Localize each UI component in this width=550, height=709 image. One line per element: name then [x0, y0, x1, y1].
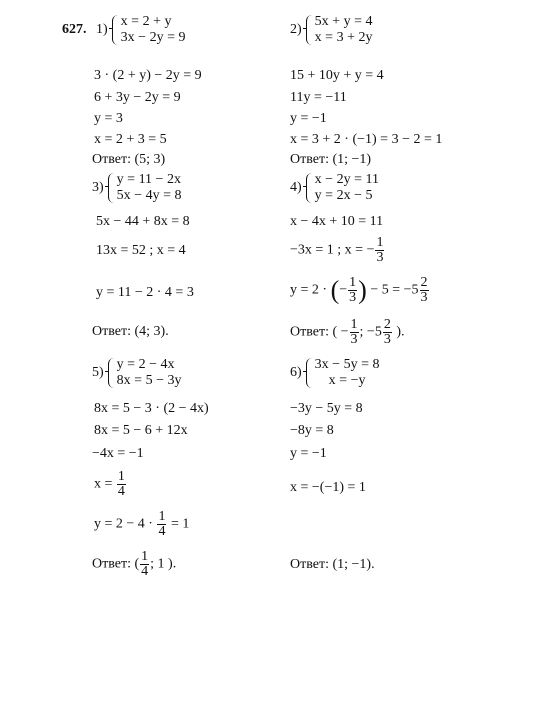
label-6: 6)	[290, 365, 302, 380]
system-1	[96, 14, 185, 46]
brace	[306, 15, 312, 45]
system-4	[290, 172, 379, 204]
problem-3-header	[92, 172, 181, 204]
equation: x − 2y = 11	[314, 172, 379, 187]
step: 8x = 5 − 3 · (2 − 4x)	[94, 401, 209, 416]
step: 8x = 5 − 6 + 12x	[94, 423, 188, 438]
brace	[306, 358, 312, 388]
brace	[112, 15, 118, 45]
step: y = −1	[290, 446, 327, 461]
problem-number: 627.	[62, 22, 87, 38]
step: −3y − 5y = 8	[290, 401, 363, 416]
fraction: $\frac{1}{4}$	[117, 469, 125, 499]
brace	[306, 173, 312, 203]
step-fraction: y = 2 − 4 · $\frac{1}{4}$ = 1	[94, 509, 190, 539]
equation: y = 11 − 2x	[116, 172, 181, 187]
step-fraction: y = 2 · (− $\frac{1}{3}$ ) − 5 = −5 $\frac{2}{3}$	[290, 275, 428, 305]
system-2	[290, 14, 372, 46]
fraction: $\frac{1}{3}$	[376, 235, 384, 265]
brace	[108, 173, 114, 203]
step: 5x − 44 + 8x = 8	[96, 214, 190, 229]
equation: 3x − 5y = 8	[314, 357, 380, 372]
problem-5-header	[92, 357, 181, 389]
step-fraction: x = $\frac{1}{4}$	[94, 469, 125, 499]
equation: 3x − 2y = 9	[120, 30, 186, 45]
fraction: $\frac{1}{4}$	[158, 509, 166, 539]
step: x − 4x + 10 = 11	[290, 214, 384, 229]
equation: y = 2 − 4x	[116, 357, 175, 372]
step: y = −1	[290, 111, 327, 126]
equation: 5x + y = 4	[314, 14, 373, 29]
step: −4x = −1	[92, 446, 144, 461]
equation: x = 2 + y	[120, 14, 172, 29]
equation: x = 3 + 2y	[314, 30, 373, 45]
step: −8y = 8	[290, 423, 334, 438]
label-2: 2)	[290, 22, 302, 37]
answer: Ответ: (1; −1)	[290, 152, 372, 167]
equation: y = 2x − 5	[314, 188, 373, 203]
label-4: 4)	[290, 180, 302, 195]
label-5: 5)	[92, 365, 104, 380]
problem-4-header	[290, 172, 379, 204]
problem-6-header	[290, 357, 379, 389]
system-5	[92, 357, 181, 389]
step-fraction: −3x = 1 ; x = − $\frac{1}{3}$	[290, 235, 384, 265]
step: y = 3	[94, 111, 123, 126]
system-3	[92, 172, 181, 204]
answer: Ответ: (4; 3).	[92, 324, 169, 339]
answer: Ответ: (1; −1).	[290, 557, 375, 572]
label-3: 3)	[92, 180, 104, 195]
equation: x = −y	[328, 373, 366, 388]
step: 6 + 3y − 2y = 9	[94, 90, 181, 105]
step: x = 2 + 3 = 5	[94, 132, 167, 147]
step: 11y = −11	[290, 90, 347, 105]
brace	[108, 358, 114, 388]
fraction: $\frac{2}{3}$	[383, 317, 391, 347]
system-6	[290, 357, 379, 389]
problem-2-header	[290, 14, 372, 46]
answer: Ответ: (5; 3)	[92, 152, 166, 167]
equation: 5x − 4y = 8	[116, 188, 182, 203]
problem-1-header	[62, 14, 185, 46]
step: y = 11 − 2 · 4 = 3	[96, 285, 194, 300]
equation: 8x = 5 − 3y	[116, 373, 182, 388]
step: 3 · (2 + y) − 2y = 9	[94, 68, 202, 83]
step: 13x = 52 ; x = 4	[96, 243, 186, 258]
label-1: 1)	[96, 22, 108, 37]
fraction: $\frac{1}{3}$	[350, 317, 358, 347]
fraction: $\frac{1}{3}$	[349, 275, 357, 305]
step: x = −(−1) = 1	[290, 480, 366, 495]
answer: Ответ: ( − $\frac{1}{3}$ ; −5 $\frac{2}{3}$ ).	[290, 317, 405, 347]
step: x = 3 + 2 · (−1) = 3 − 2 = 1	[290, 132, 443, 147]
fraction: $\frac{2}{3}$	[420, 275, 428, 305]
step: 15 + 10y + y = 4	[290, 68, 384, 83]
answer: Ответ: ( $\frac{1}{4}$ ; 1 ).	[92, 549, 177, 579]
fraction: $\frac{1}{4}$	[141, 549, 149, 579]
